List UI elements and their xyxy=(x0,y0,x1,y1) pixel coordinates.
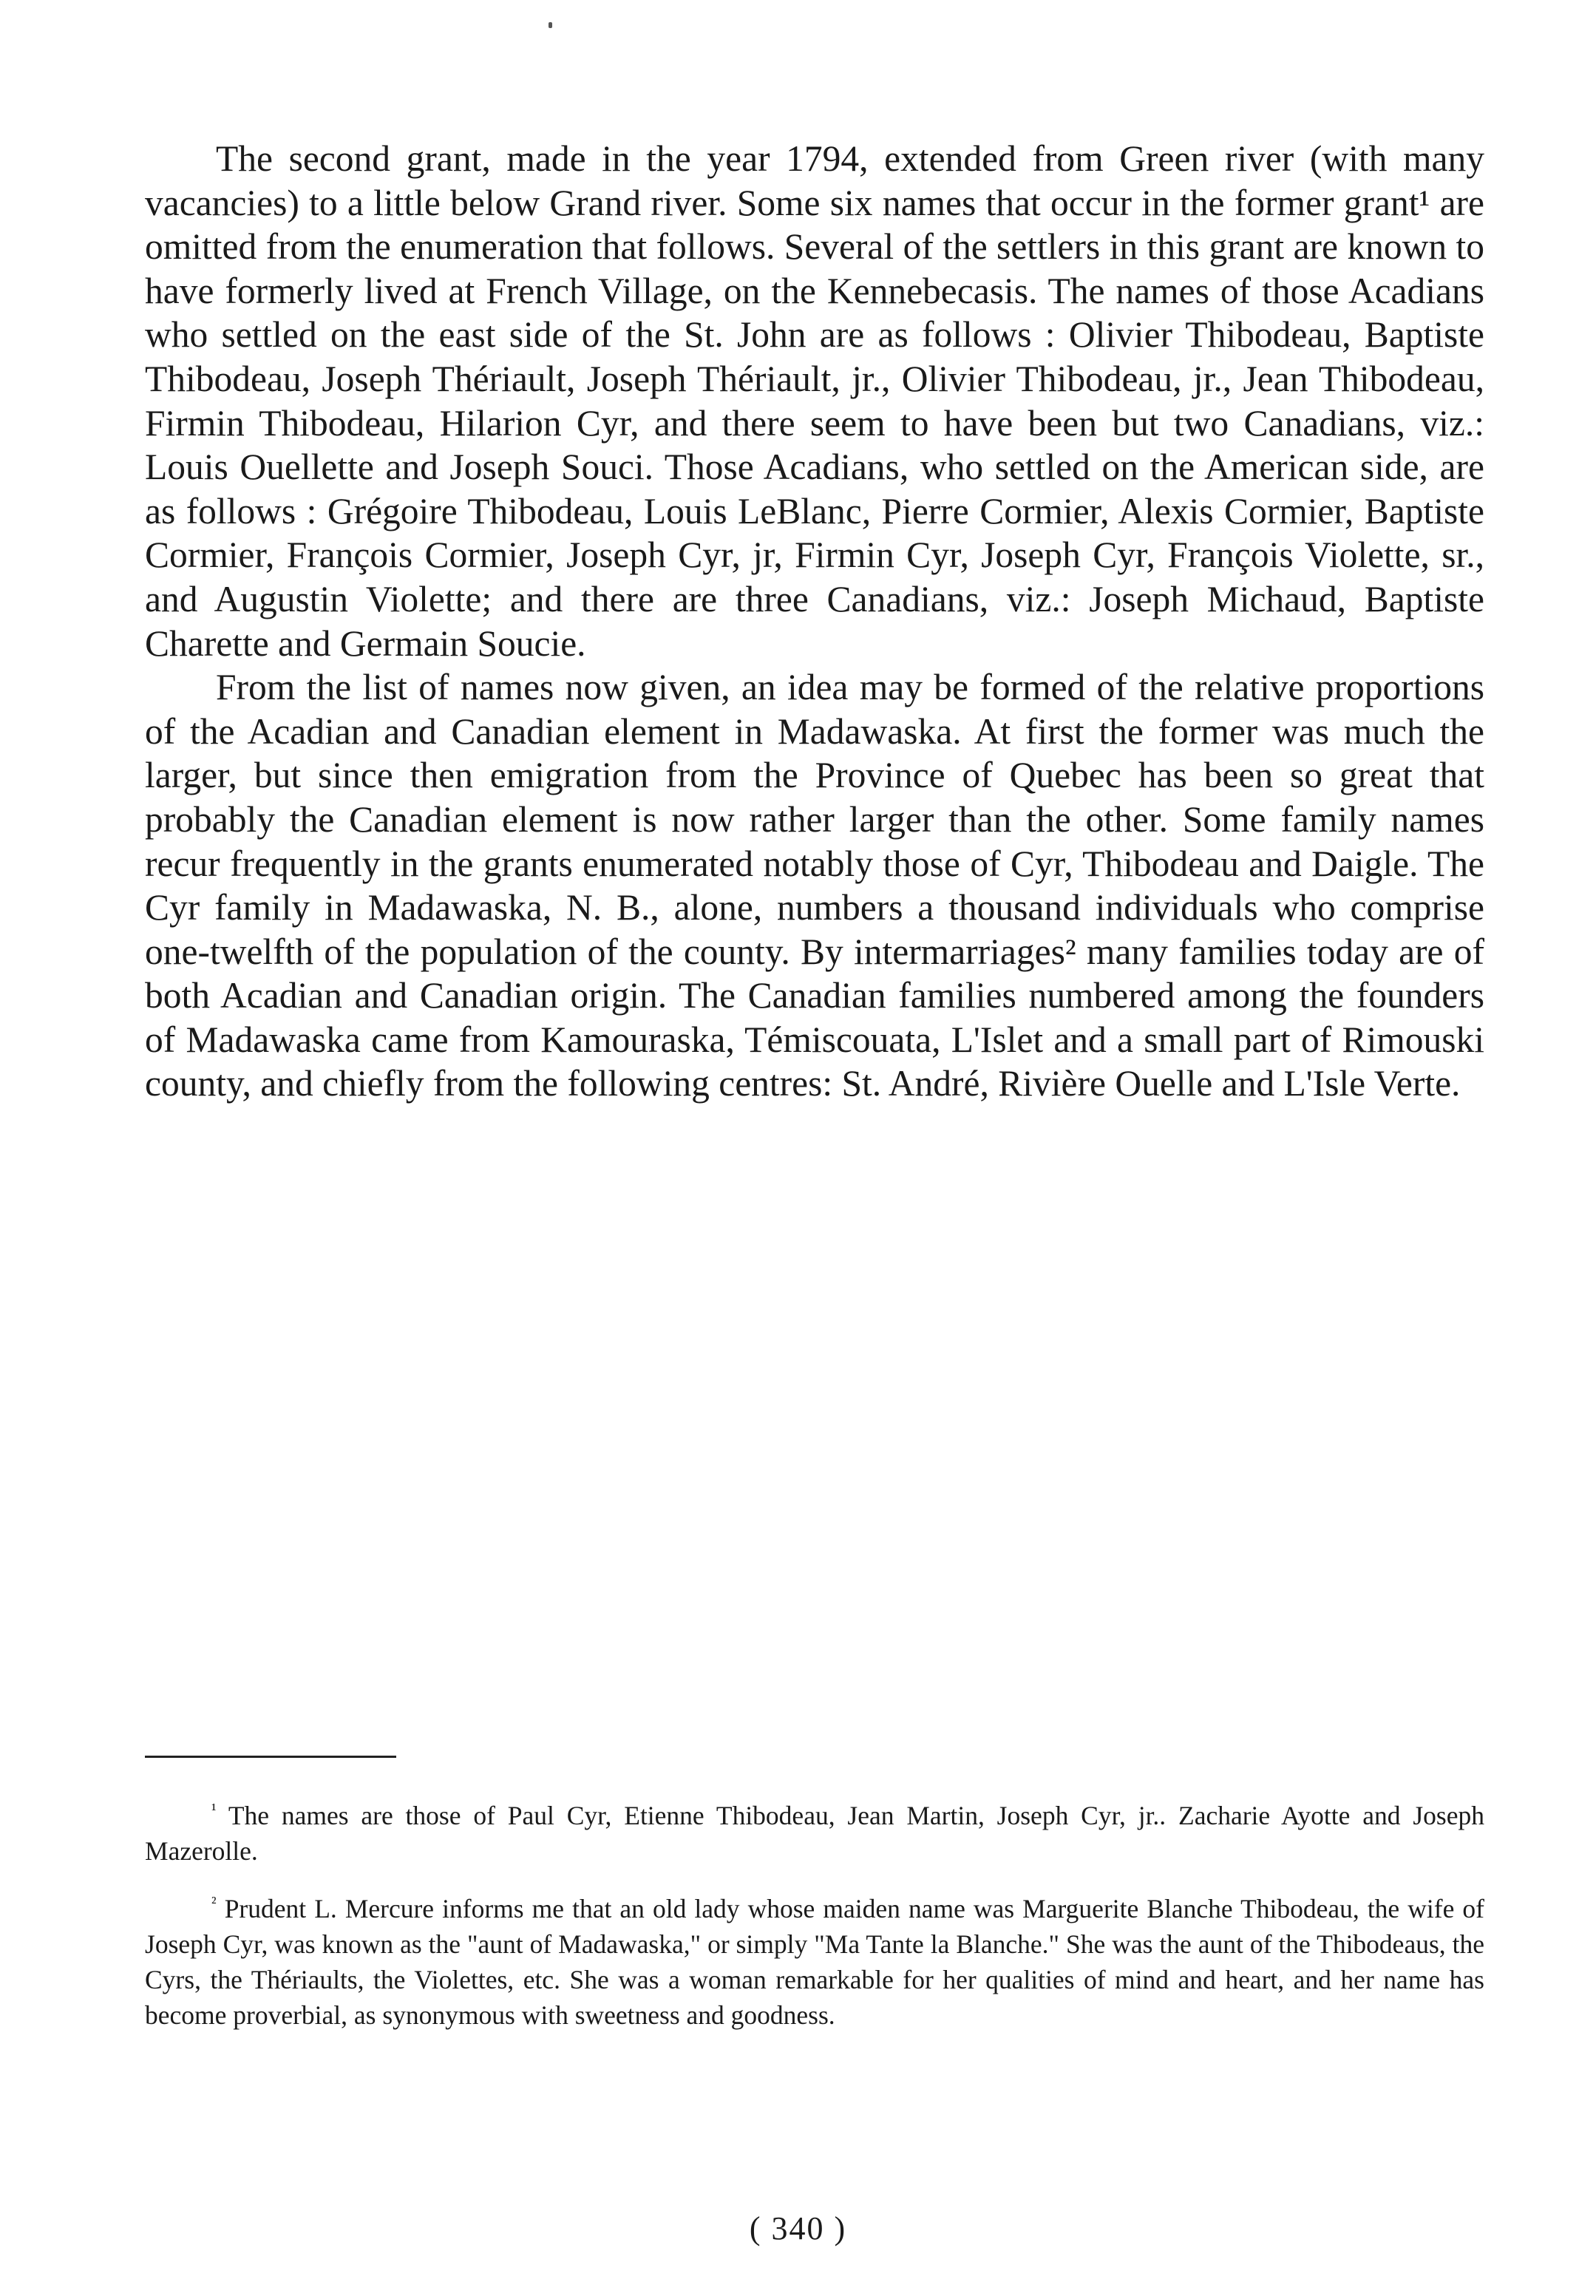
footnote-2-text: Prudent L. Mercure informs me that an old lady whose maiden name was Marguerite Blanche Thibodeau, the wife of Joseph Cyr, was known as the "aunt of Madawaska," or simply "Ma Tante la Blanche." She was the aunt of the Thibodeaus, the Cyrs, the Thériaults, the Violettes, etc. She was a woman remarkable for her qualities of mind and heart, and her name has become proverbial, as synonymous with sweetness and goodness. xyxy=(145,1894,1484,2030)
footnote-1-text: The names are those of Paul Cyr, Etienne Thibodeau, Jean Martin, Joseph Cyr, jr.. Zacharie Ayotte and Joseph Mazerolle. xyxy=(145,1801,1484,1866)
footnote-divider xyxy=(145,1756,396,1758)
page-number: ( 340 ) xyxy=(749,2210,847,2246)
footnote-1-mark: ¹ xyxy=(211,1800,217,1819)
footnote-2 xyxy=(145,1891,1484,2033)
footnote-1 xyxy=(145,1798,1484,1869)
print-speck xyxy=(549,22,552,28)
main-text xyxy=(145,137,1484,1106)
paragraph-2: From the list of names now given, an idea may be formed of the relative proportions of the Acadian and Canadian element in Madawaska. At first the former was much the larger, but since then emigration from the Province of Quebec has been so great that probably the Canadian element is now rather larger than the other. Some family names recur frequently in the grants enumerated notably those of Cyr, Thibodeau and Daigle. The Cyr family in Madawaska, N. B., alone, numbers a thousand individuals who comprise one-twelfth of the population of the county. By intermarriages² many families today are of both Acadian and Canadian origin. The Canadian families numbered among the founders of Madawaska came from Kamouraska, Témiscouata, L'Islet and a small part of Rimouski county, and chiefly from the following centres: St. André, Rivière Ouelle and L'Isle Verte. xyxy=(145,667,1484,1104)
footnotes xyxy=(145,1798,1484,2055)
footnote-2-mark: ² xyxy=(211,1893,217,1912)
paragraph-1: The second grant, made in the year 1794, extended from Green river (with many vacancies) to a little below Grand river. Some six names that occur in the former grant¹ are omitted from the enumeration that follows. Several of the settlers in this grant are known to have formerly lived at French Village, on the Kennebecasis. The names of those Acadians who settled on the east side of the St. John are as follows : Olivier Thibodeau, Baptiste Thibodeau, Joseph Thériault, Joseph Thériault, jr., Olivier Thibodeau, jr., Jean Thibodeau, Firmin Thibodeau, Hilarion Cyr, and there seem to have been but two Canadians, viz.: Louis Ouellette and Joseph Souci. Those Acadians, who settled on the American side, are as follows : Grégoire Thibodeau, Louis LeBlanc, Pierre Cormier, Alexis Cormier, Baptiste Cormier, François Cormier, Joseph Cyr, jr, Firmin Cyr, Joseph Cyr, François Violette, sr., and Augustin Violette; and there are three Canadians, viz.: Joseph Michaud, Baptiste Charette and Germain Soucie. xyxy=(145,138,1484,664)
